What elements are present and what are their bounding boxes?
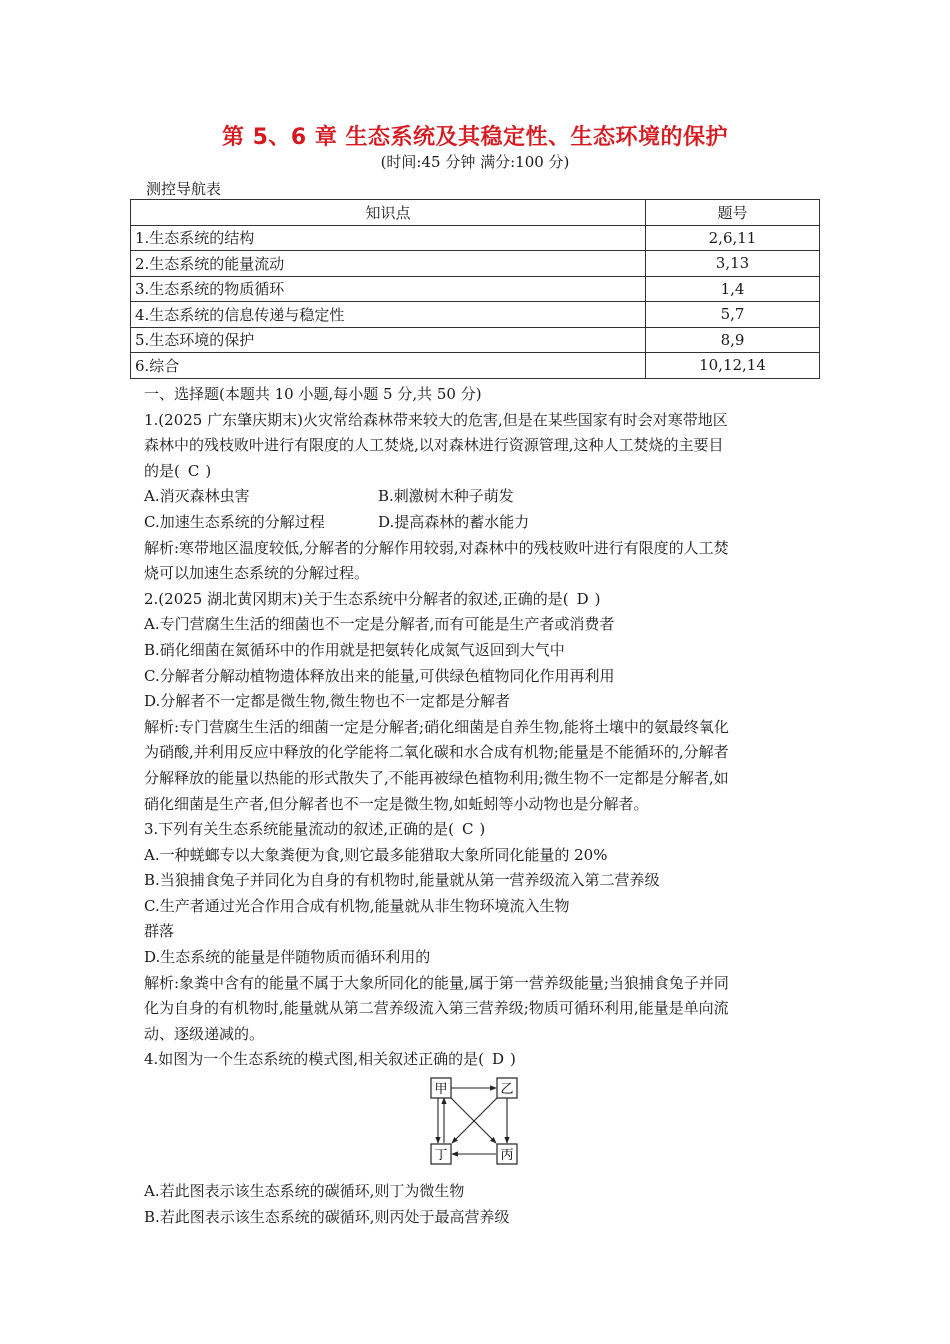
ecosystem-diagram-svg xyxy=(430,1077,526,1167)
q4-option-a: A.若此图表示该生态系统的碳循环,则丁为微生物 xyxy=(144,1182,465,1201)
arrow-yi-ding xyxy=(452,1098,497,1143)
table-row xyxy=(131,302,820,328)
q2-option-b: B.硝化细菌在氮循环中的作用就是把氨转化成氮气返回到大气中 xyxy=(144,640,565,659)
table-header-row xyxy=(131,200,820,226)
q4-paren: ) xyxy=(509,1050,516,1069)
q1-options-row xyxy=(144,484,820,510)
q2-analysis: 为硝酸,并利用反应中释放的化学能将二氧化碳和水合成有机物;能量是不能循环的,分解者 xyxy=(144,743,729,762)
question-body xyxy=(144,382,820,1230)
nav-table-label: 测控导航表 xyxy=(146,180,222,198)
header-questions: 题号 xyxy=(646,200,820,226)
label-bing: 丙 xyxy=(500,1148,514,1164)
q1-stem-text: 的是( xyxy=(144,461,180,480)
q1-paren: ) xyxy=(205,461,212,480)
q3-option-a: A.一种蜣螂专以大象粪便为食,则它最多能猎取大象所同化能量的 20% xyxy=(144,845,608,864)
label-yi: 乙 xyxy=(500,1082,514,1098)
questions-cell: 2,6,11 xyxy=(646,225,820,251)
questions-cell: 8,9 xyxy=(646,327,820,353)
q2-analysis: 解析:专门营腐生生活的细菌一定是分解者;硝化细菌是自养生物,能将土壤中的氨最终氧化 xyxy=(144,717,729,736)
q3-paren: ) xyxy=(479,820,486,839)
q1-stem-line: 1.(2025 广东肇庆期末)火灾常给森林带来较大的危害,但是在某些国家有时会对寒带地区 xyxy=(144,410,728,429)
topic-cell: 6.综合 xyxy=(131,353,646,379)
q1-option-d: D.提高森林的蓄水能力 xyxy=(378,512,530,531)
q4-answer: D xyxy=(491,1050,504,1069)
topic-cell: 4.生态系统的信息传递与稳定性 xyxy=(131,302,646,328)
table-row xyxy=(131,353,820,379)
q2-paren: ) xyxy=(594,589,601,608)
q1-option-b: B.刺激树木种子萌发 xyxy=(378,487,514,506)
q2-option-a: A.专门营腐生生活的细菌也不一定是分解者,而有可能是生产者或消费者 xyxy=(144,615,615,634)
label-ding: 丁 xyxy=(434,1148,448,1164)
q3-analysis: 化为自身的有机物时,能量就从第二营养级流入第三营养级;物质可循环利用,能量是单向流 xyxy=(144,999,729,1018)
questions-cell: 5,7 xyxy=(646,302,820,328)
page-title: 第 5、6 章 生态系统及其稳定性、生态环境的保护 xyxy=(221,125,729,150)
questions-cell: 3,13 xyxy=(646,251,820,277)
q1-stem-end xyxy=(144,459,820,485)
q3-option-c-cont: 群落 xyxy=(144,922,175,941)
q3-option-d: D.生态系统的能量是伴随物质而循环利用的 xyxy=(144,948,431,967)
q1-option-a: A.消灭森林虫害 xyxy=(144,487,250,506)
q4-option-b: B.若此图表示该生态系统的碳循环,则丙处于最高营养级 xyxy=(144,1207,510,1226)
topic-cell: 5.生态环境的保护 xyxy=(131,327,646,353)
topic-cell: 1.生态系统的结构 xyxy=(131,225,646,251)
q2-stem-text: 2.(2025 湖北黄冈期末)关于生态系统中分解者的叙述,正确的是( xyxy=(144,589,569,608)
q1-answer: C xyxy=(187,461,200,480)
q3-option-b: B.当狼捕食兔子并同化为自身的有机物时,能量就从第一营养级流入第二营养级 xyxy=(144,871,660,890)
label-jia: 甲 xyxy=(434,1082,448,1098)
q1-options-row xyxy=(144,510,820,536)
section-heading: 一、选择题(本题共 10 小题,每小题 5 分,共 50 分) xyxy=(144,385,482,403)
header-topic: 知识点 xyxy=(131,200,646,226)
q1-option-c: C.加速生态系统的分解过程 xyxy=(144,512,325,531)
arrow-jia-bing xyxy=(451,1098,496,1143)
questions-cell: 1,4 xyxy=(646,276,820,302)
table-row xyxy=(131,251,820,277)
table-row xyxy=(131,276,820,302)
questions-cell: 10,12,14 xyxy=(646,353,820,379)
table-row xyxy=(131,225,820,251)
q2-option-d: D.分解者不一定都是微生物,微生物也不一定都是分解者 xyxy=(144,692,511,711)
q2-answer: D xyxy=(576,589,589,608)
nav-table xyxy=(130,199,820,379)
q2-stem xyxy=(144,587,820,613)
topic-cell: 3.生态系统的物质循环 xyxy=(131,276,646,302)
page-subtitle: (时间:45 分钟 满分:100 分) xyxy=(380,153,570,171)
ecosystem-diagram xyxy=(144,1073,820,1179)
q3-answer: C xyxy=(461,820,474,839)
table-row xyxy=(131,327,820,353)
q1-stem-line: 森林中的残枝败叶进行有限度的人工焚烧,以对森林进行资源管理,这种人工焚烧的主要目 xyxy=(144,436,724,455)
q3-option-c: C.生产者通过光合作用合成有机物,能量就从非生物环境流入生物 xyxy=(144,896,570,915)
q3-analysis: 解析:象粪中含有的能量不属于大象所同化的能量,属于第一营养级能量;当狼捕食兔子并同 xyxy=(144,973,729,992)
q1-analysis: 解析:寒带地区温度较低,分解者的分解作用较弱,对森林中的残枝败叶进行有限度的人工焚 xyxy=(144,538,729,557)
q3-stem-text: 3.下列有关生态系统能量流动的叙述,正确的是( xyxy=(144,820,454,839)
q1-analysis: 烧可以加速生态系统的分解过程。 xyxy=(144,564,370,583)
q3-analysis: 动、逐级递减的。 xyxy=(144,1024,265,1043)
q3-stem xyxy=(144,817,820,843)
q4-stem-text: 4.如图为一个生态系统的模式图,相关叙述正确的是( xyxy=(144,1050,484,1069)
q2-analysis: 分解释放的能量以热能的形式散失了,不能再被绿色植物利用;微生物不一定都是分解者,如 xyxy=(144,768,729,787)
q2-option-c: C.分解者分解动植物遗体释放出来的能量,可供绿色植物同化作用再利用 xyxy=(144,666,615,685)
q2-analysis: 硝化细菌是生产者,但分解者也不一定是微生物,如蚯蚓等小动物也是分解者。 xyxy=(144,794,649,813)
q4-stem xyxy=(144,1047,820,1073)
topic-cell: 2.生态系统的能量流动 xyxy=(131,251,646,277)
